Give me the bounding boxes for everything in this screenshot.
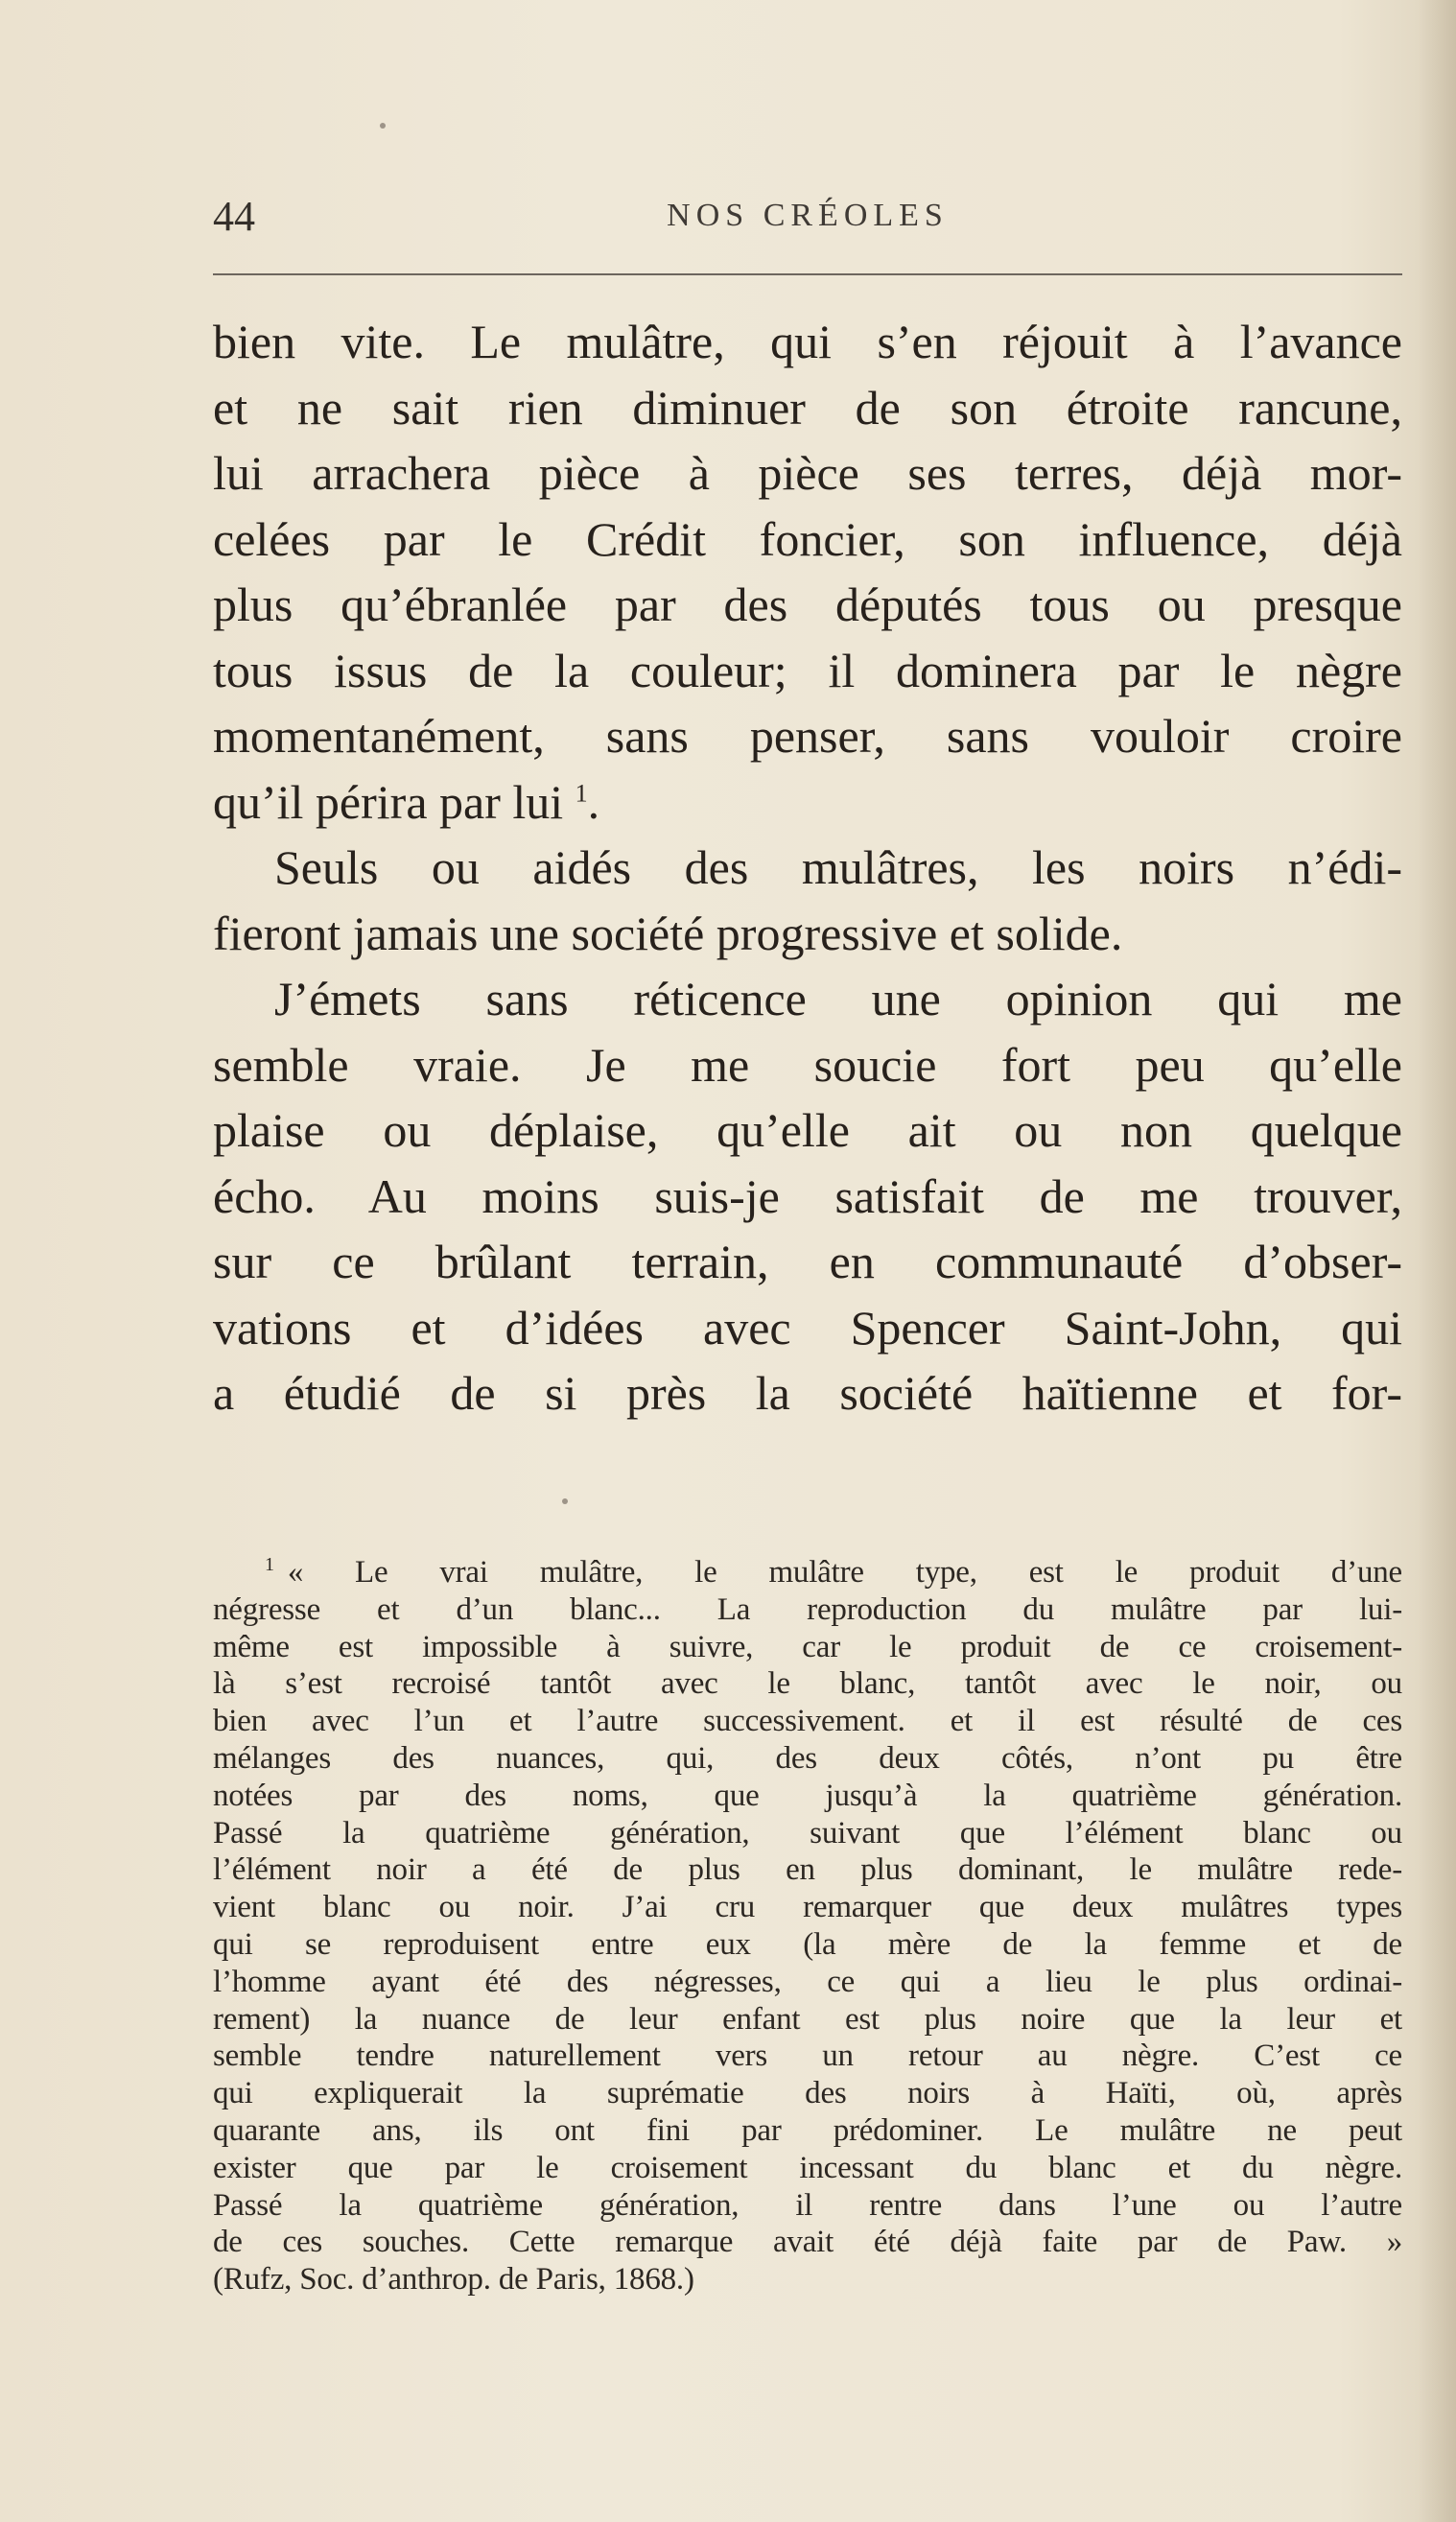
page-number: 44 (213, 193, 255, 240)
footnote-line: quarante ans, ils ont fini par prédominer. Le mulâtre ne peut (213, 2112, 1402, 2148)
footnote-line: Passé la quatrième génération, il rentre dans l’une ou l’autre (213, 2187, 1402, 2223)
text-line: fieront jamais une société progressive et solide. (213, 906, 1123, 960)
text-line: semble vraie. Je me soucie fort peu qu’elle (213, 1037, 1402, 1092)
text-line: plus qu’ébranlée par des députés tous ou presque (213, 577, 1402, 631)
stray-mark (562, 1498, 568, 1504)
footnote-line: de ces souches. Cette remarque avait été déjà faite par de Paw. » (213, 2225, 1402, 2260)
footnote-line: qui se reproduisent entre eux (la mère de la femme et de (213, 1926, 1402, 1962)
footnote-line: exister que par le croisement incessant du blanc et du nègre. (213, 2150, 1402, 2185)
text-line: écho. Au moins suis-je satisfait de me trouver, (213, 1168, 1402, 1223)
footnote-line: Passé la quatrième génération, suivant que l’élément blanc ou (213, 1815, 1402, 1850)
running-title: NOS CRÉOLES (667, 198, 949, 233)
footnote-line: vient blanc ou noir. J’ai cru remarquer que deux mulâtres types (213, 1890, 1402, 1925)
header-rule (213, 273, 1402, 275)
footnote-line: là s’est recroisé tantôt avec le blanc, tantôt avec le noir, ou (213, 1666, 1402, 1702)
text-line-content: qu’il périra par lui (213, 774, 564, 829)
text-line: J’émets sans réticence une opinion qui me (274, 972, 1402, 1025)
page-edge-shadow (1418, 0, 1456, 2522)
text-line: plaise ou déplaise, qu’elle ait ou non quelque (213, 1103, 1402, 1157)
footnote-line: même est impossible à suivre, car le produit de ce croisement- (213, 1629, 1402, 1664)
footnote-line (213, 1546, 1402, 1591)
footnote-line: qui expliquerait la suprématie des noirs à Haïti, où, après (213, 2076, 1402, 2111)
text-line: tous issus de la couleur; il dominera par le nègre (213, 643, 1402, 697)
body-text (213, 309, 1402, 1426)
text-line: celées par le Crédit foncier, son influence, déjà (213, 511, 1402, 566)
text-line: a étudié de si près la société haïtienne et for- (213, 1366, 1402, 1420)
footnote-marker: 1 (265, 1554, 274, 1575)
text-line: sur ce brûlant terrain, en communauté d’obser- (213, 1235, 1402, 1288)
footnote-line: négresse et d’un blanc... La reproduction du mulâtre par lui- (213, 1591, 1402, 1627)
text-line: momentanément, sans penser, sans vouloir croire (213, 709, 1402, 763)
text-line: vations et d’idées avec Spencer Saint-John, qui (213, 1300, 1402, 1355)
page-header (213, 192, 1402, 259)
footnote-line: mélanges des nuances, qui, des deux côtés, n’ont pu être (213, 1740, 1402, 1776)
footnote-line: notées par des noms, que jusqu’à la quatrième génération. (213, 1778, 1402, 1813)
footnote (213, 1546, 1402, 2298)
text-line: lui arrachera pièce à pièce ses terres, déjà mor- (213, 446, 1402, 500)
footnote-line: l’élément noir a été de plus en plus dominant, le mulâtre rede- (213, 1852, 1402, 1888)
text-line-tail: . (587, 774, 600, 829)
text-line (213, 769, 1402, 836)
footnote-line: rement) la nuance de leur enfant est plus noire que la leur et (213, 2001, 1402, 2037)
text-line: bien vite. Le mulâtre, qui s’en réjouit à l’avance (213, 315, 1402, 368)
footnote-line: (Rufz, Soc. d’anthrop. de Paris, 1868.) (213, 2262, 694, 2298)
footnote-reference[interactable]: 1 (575, 778, 588, 807)
stray-mark (380, 123, 386, 129)
footnote-line-text: « Le vrai mulâtre, le mulâtre type, est le produit d’une (287, 1555, 1402, 1590)
text-line: et ne sait rien diminuer de son étroite rancune, (213, 380, 1402, 435)
text-line: Seuls ou aidés des mulâtres, les noirs n’édi- (274, 840, 1402, 894)
footnote-line: l’homme ayant été des négresses, ce qui a lieu le plus ordinai- (213, 1964, 1402, 1999)
footnote-line: bien avec l’un et l’autre successivement. et il est résulté de ces (213, 1704, 1402, 1739)
footnote-line: semble tendre naturellement vers un retour au nègre. C’est ce (213, 2039, 1402, 2074)
